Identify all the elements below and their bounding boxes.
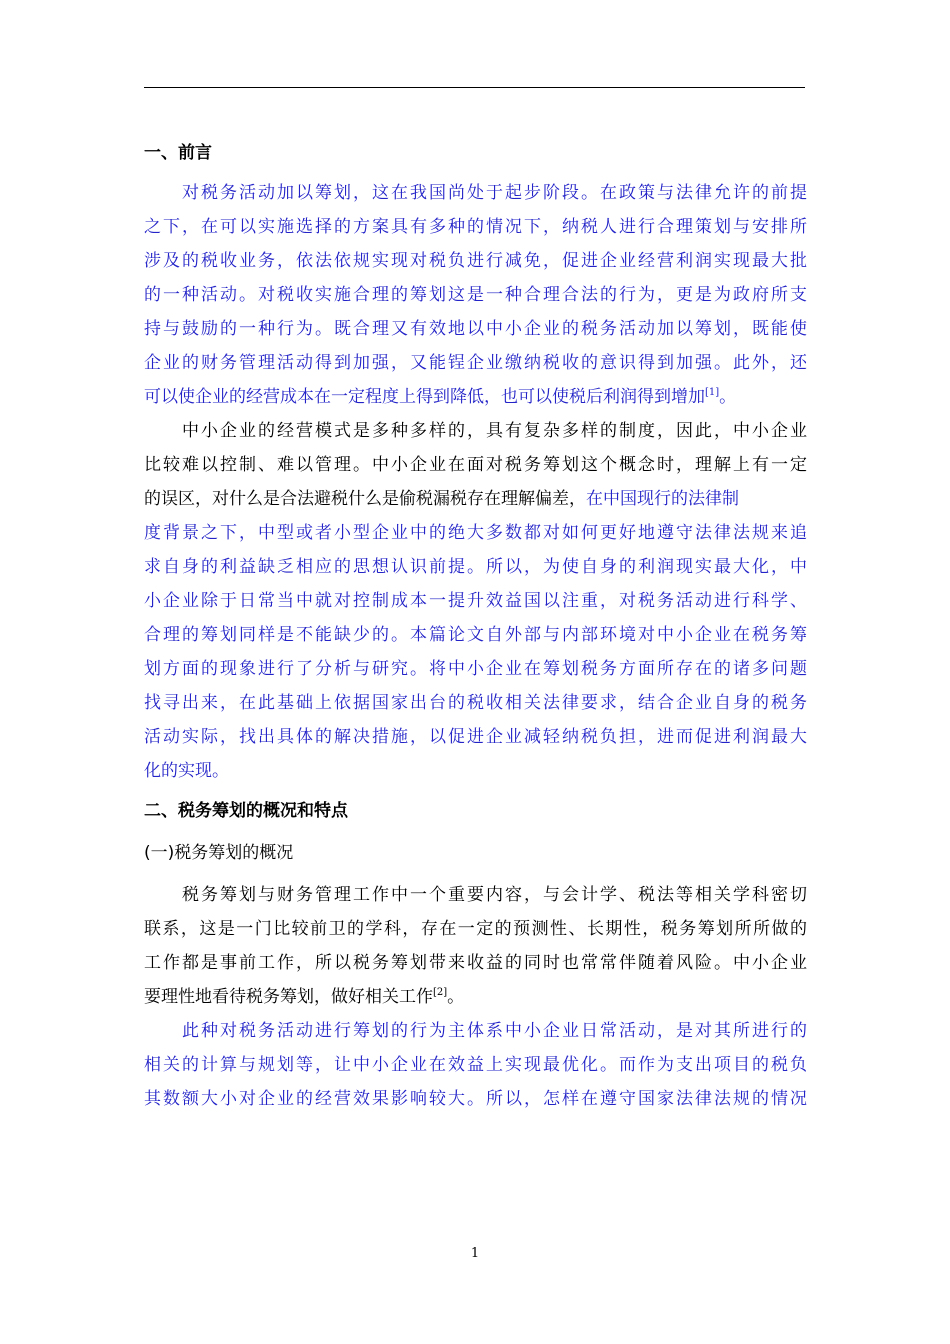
page-content bbox=[144, 132, 807, 1116]
text-line: 中小企业的经营模式是多种多样的，具有复杂多样的制度，因此，中小企业 bbox=[182, 421, 807, 441]
text-line: 的一种活动。对税收实施合理的筹划这是一种合理合法的行为，更是为政府所支 bbox=[144, 285, 807, 305]
text-line: 求自身的利益缺乏相应的思想认识前提。所以，为使自身的利润现实最大化，中 bbox=[144, 557, 807, 577]
text-line: 持与鼓励的一种行为。既合理又有效地以中小企业的税务活动加以筹划，既能使 bbox=[144, 319, 807, 339]
text-segment: 。 bbox=[719, 387, 737, 407]
citation-marker: [2] bbox=[433, 987, 448, 998]
text-line: 此种对税务活动进行筹划的行为主体系中小企业日常活动，是对其所进行的 bbox=[182, 1021, 807, 1041]
text-segment: 的误区，对什么是合法避税什么是偷税漏税存在理解偏差， bbox=[144, 489, 586, 509]
text-line: 划方面的现象进行了分析与研究。将中小企业在筹划税务方面所存在的诸多问题 bbox=[144, 659, 807, 679]
text-line: 找寻出来，在此基础上依据国家出台的税收相关法律要求，结合企业自身的税务 bbox=[144, 693, 807, 713]
text-line: 活动实际，找出具体的解决措施，以促进企业减轻纳税负担，进而促进利润最大 bbox=[144, 727, 807, 747]
text-segment: 要理性地看待税务筹划，做好相关工作 bbox=[144, 987, 433, 1007]
text-segment: 在中国现行的法律制 bbox=[586, 489, 739, 509]
text-line: 化的实现。 bbox=[144, 761, 229, 781]
preface-paragraph-2 bbox=[144, 414, 807, 788]
page-number: 1 bbox=[470, 1246, 480, 1261]
text-line: 相关的计算与规划等，让中小企业在效益上实现最优化。而作为支出项目的税负 bbox=[144, 1055, 807, 1075]
text-line: 对税务活动加以筹划，这在我国尚处于起步阶段。在政策与法律允许的前提 bbox=[182, 183, 807, 203]
text-line bbox=[144, 380, 807, 414]
text-segment: 可以使企业的经营成本在一定程度上得到降低，也可以使税后利润得到增加 bbox=[144, 387, 705, 407]
text-line bbox=[144, 482, 807, 516]
text-line bbox=[144, 980, 807, 1014]
text-line: 联系，这是一门比较前卫的学科，存在一定的预测性、长期性，税务筹划所所做的 bbox=[144, 919, 807, 939]
text-line: 工作都是事前工作，所以税务筹划带来收益的同时也常常伴随着风险。中小企业 bbox=[144, 953, 807, 973]
text-line: 比较难以控制、难以管理。中小企业在面对税务筹划这个概念时，理解上有一定 bbox=[144, 455, 807, 475]
citation-marker: [1] bbox=[705, 387, 720, 398]
section-heading-preface: 一、前言 bbox=[144, 143, 212, 163]
overview-paragraph-1 bbox=[144, 878, 807, 1014]
text-line: 小企业除于日常当中就对控制成本一提升效益国以注重，对税务活动进行科学、 bbox=[144, 591, 807, 611]
section-heading-overview: 二、税务筹划的概况和特点 bbox=[144, 801, 348, 821]
text-line: 合理的筹划同样是不能缺少的。本篇论文自外部与内部环境对中小企业在税务筹 bbox=[144, 625, 807, 645]
text-line: 度背景之下，中型或者小型企业中的绝大多数都对如何更好地遵守法律法规来追 bbox=[144, 523, 807, 543]
header-rule bbox=[144, 87, 805, 88]
text-line: 涉及的税收业务，依法依规实现对税负进行减免，促进企业经营利润实现最大批 bbox=[144, 251, 807, 271]
text-segment: 。 bbox=[447, 987, 465, 1007]
overview-paragraph-2 bbox=[144, 1014, 807, 1116]
text-line: 其数额大小对企业的经营效果影响较大。所以，怎样在遵守国家法律法规的情况 bbox=[144, 1089, 807, 1109]
text-line: 企业的财务管理活动得到加强，又能锃企业缴纳税收的意识得到加强。此外，还 bbox=[144, 353, 807, 373]
text-line: 之下，在可以实施选择的方案具有多种的情况下，纳税人进行合理策划与安排所 bbox=[144, 217, 807, 237]
preface-paragraph-1 bbox=[144, 176, 807, 414]
text-line: 税务筹划与财务管理工作中一个重要内容，与会计学、税法等相关学科密切 bbox=[182, 885, 807, 905]
subsection-heading: (一)税务筹划的概况 bbox=[144, 843, 294, 863]
